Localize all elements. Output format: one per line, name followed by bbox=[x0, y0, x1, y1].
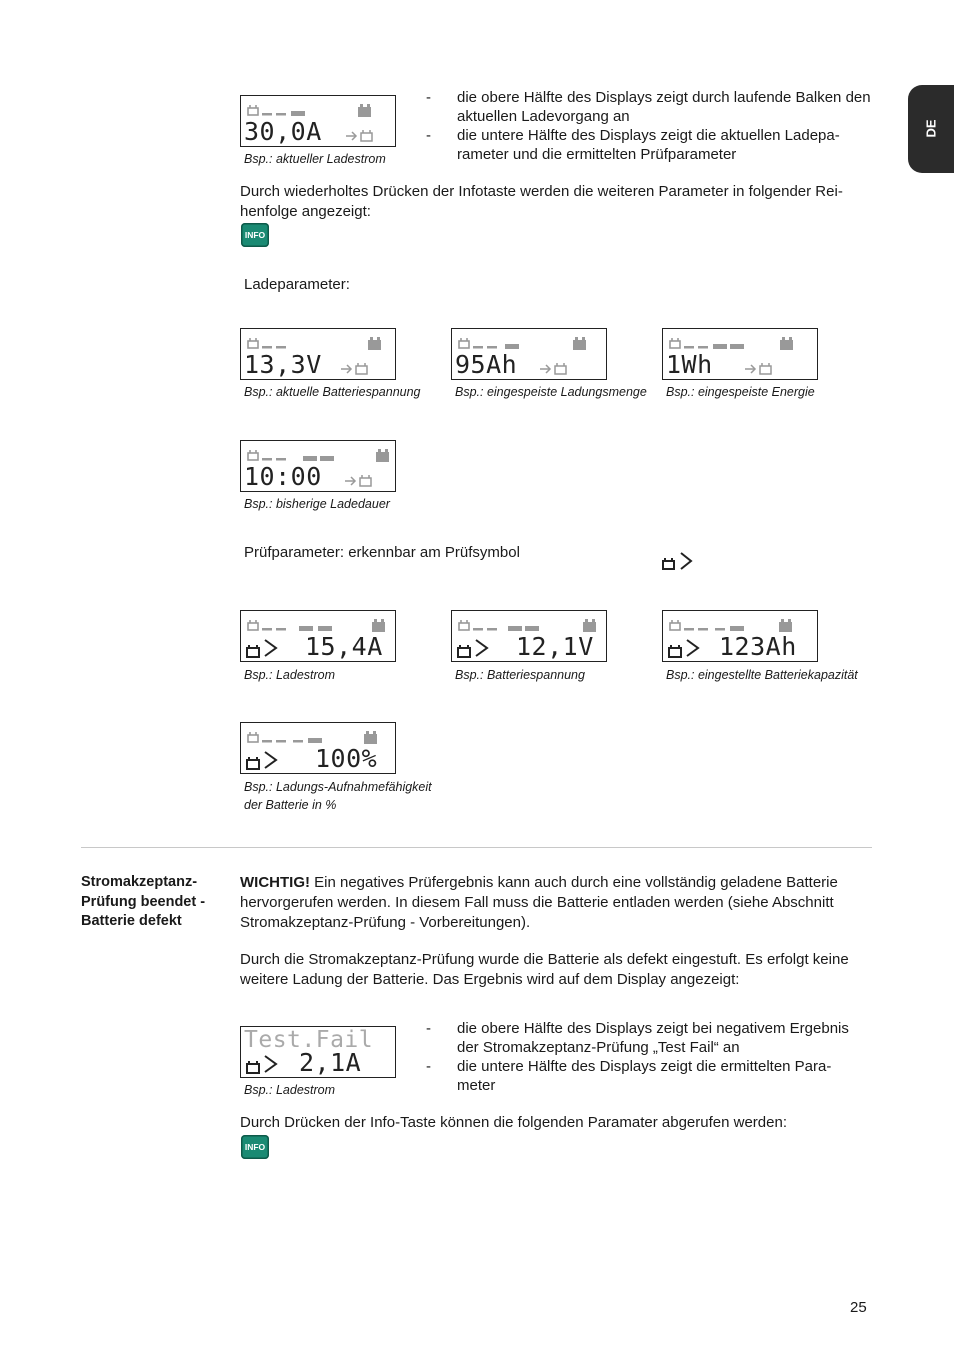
display-caption: Bsp.: eingespeiste Ladungsmenge bbox=[455, 385, 647, 399]
bullet-item: - die obere Hälfte des Displays zeigt bei negativem Ergebnis der Stromakzeptanz-Prüfung „Test Fail“ an bbox=[426, 1019, 861, 1057]
display-bullets bbox=[426, 88, 871, 164]
important-text: Ein negatives Prüfergebnis kann auch durch eine vollständig geladene Batterie hervorgerufen werden. In diesem Fall muss die Batterie entladen werden (siehe Abschnitt Stromakzeptanz-Prüfung - Vorbereitungen). bbox=[240, 874, 838, 931]
charge-params-label: Ladeparameter: bbox=[244, 276, 350, 293]
info-button-icon: INFO bbox=[241, 223, 269, 247]
section-info-text: Durch Drücken der Info-Taste können die folgenden Paramater abgerufen werden: bbox=[240, 1114, 787, 1131]
display-caption: Bsp.: aktuelle Batteriespannung bbox=[244, 385, 421, 399]
language-tab bbox=[908, 85, 954, 173]
info-intro-text: Durch wiederholtes Drücken der Infotaste werden die weiteren Parameter in folgender Reihenfolge angezeigt: bbox=[240, 183, 843, 220]
lcd-value: 12,1V bbox=[516, 632, 594, 661]
lcd-value: 30,0A bbox=[244, 117, 322, 146]
page-number: 25 bbox=[850, 1299, 867, 1316]
display-caption: Bsp.: aktueller Ladestrom bbox=[244, 152, 386, 166]
fail-bullets bbox=[426, 1019, 861, 1095]
language-tab-label: DE bbox=[923, 119, 939, 138]
important-note bbox=[240, 873, 874, 933]
important-label: WICHTIG! bbox=[240, 874, 310, 891]
lcd-display-charge-current bbox=[240, 95, 396, 147]
test-symbol-icon bbox=[660, 550, 696, 574]
lcd-value: 10:00 bbox=[244, 462, 322, 491]
lcd-value: 15,4A bbox=[305, 632, 383, 661]
lcd-value: 1Wh bbox=[666, 350, 713, 379]
display-caption: Bsp.: Batteriespannung bbox=[455, 668, 585, 682]
section-paragraph: Durch die Stromakzeptanz-Prüfung wurde die Batterie als defekt eingestuft. Es erfolgt keine weitere Ladung der Batterie. Das Ergebnis wird auf dem Display angezeigt: bbox=[240, 951, 849, 988]
lcd-display-test-fail bbox=[240, 1026, 396, 1078]
lcd-value: 100% bbox=[315, 744, 378, 773]
lcd-display-battery-voltage bbox=[240, 328, 396, 380]
lcd-value: 123Ah bbox=[719, 632, 797, 661]
test-params-label: Prüfparameter: erkennbar am Prüfsymbol bbox=[244, 544, 520, 561]
bullet-item: - die obere Hälfte des Displays zeigt durch laufende Balken den aktuellen Ladevorgang an bbox=[426, 88, 871, 126]
lcd-display-test-acceptance bbox=[240, 722, 396, 774]
display-caption: Bsp.: eingespeiste Energie bbox=[666, 385, 815, 399]
lcd-value: 2,1A bbox=[299, 1048, 362, 1077]
lcd-value: 95Ah bbox=[455, 350, 518, 379]
display-caption: Bsp.: Ladungs-Aufnahmefähigkeit der Batterie in % bbox=[244, 780, 432, 812]
lcd-display-charge-amount bbox=[451, 328, 607, 380]
lcd-display-energy bbox=[662, 328, 818, 380]
display-caption: Bsp.: Ladestrom bbox=[244, 1083, 336, 1097]
section-title: Stromakzeptanz-Prüfung beendet - Batterie defekt bbox=[81, 874, 206, 929]
lcd-top-text: Test.Fail bbox=[244, 1027, 374, 1053]
lcd-display-test-voltage bbox=[451, 610, 607, 662]
bullet-item: - die untere Hälfte des Displays zeigt die aktuellen Ladeparameter und die ermittelten Prüfparameter bbox=[426, 126, 871, 164]
bullet-item: - die untere Hälfte des Displays zeigt die ermittelten Parameter bbox=[426, 1057, 861, 1095]
lcd-display-test-capacity bbox=[662, 610, 818, 662]
lcd-display-test-current bbox=[240, 610, 396, 662]
lcd-value: 13,3V bbox=[244, 350, 322, 379]
display-caption: Bsp.: bisherige Ladedauer bbox=[244, 497, 390, 511]
display-caption: Bsp.: eingestellte Batteriekapazität bbox=[666, 668, 858, 682]
info-button-icon: INFO bbox=[241, 1135, 269, 1159]
lcd-display-charge-duration bbox=[240, 440, 396, 492]
section-divider bbox=[81, 847, 872, 848]
display-caption: Bsp.: Ladestrom bbox=[244, 668, 336, 682]
